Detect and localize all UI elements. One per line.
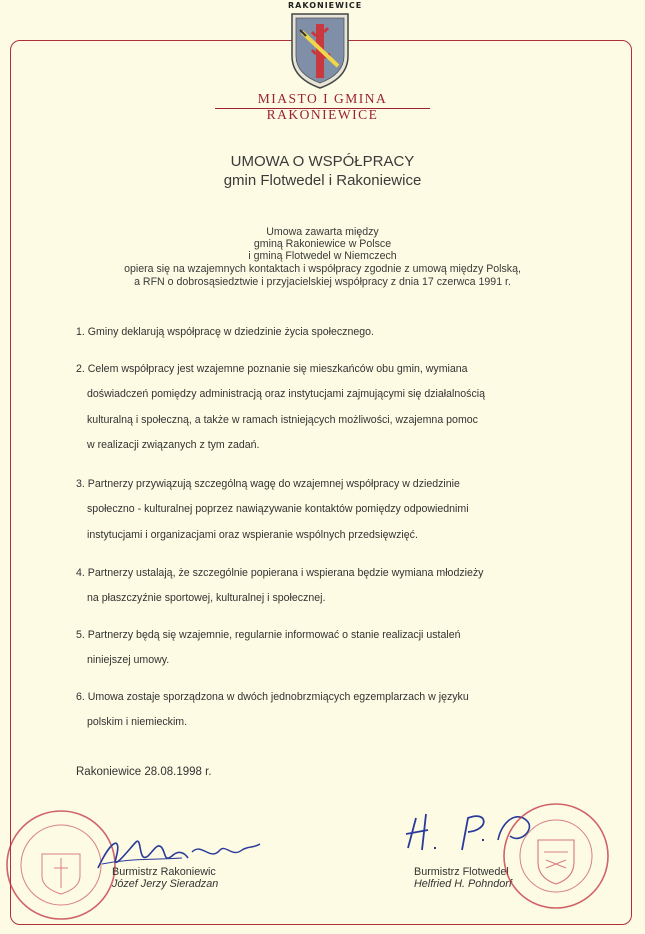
paragraph-line: 1. Gminy deklarują współpracę w dziedzinie życia społecznego. (76, 326, 374, 338)
crest-label: RAKONIEWICE (288, 1, 363, 10)
intro-line: gminą Rakoniewice w Polsce (253, 238, 392, 250)
intro-line: opiera się na wzajemnych kontaktach i współpracy zgodnie z umową między Polską, (124, 263, 521, 275)
paragraph-line: 4. Partnerzy ustalają, że szczególnie popierana i wspierana będzie wymiana młodzieży (76, 567, 484, 579)
paragraph-line: polskim i niemieckim. (87, 716, 188, 728)
paragraph-line: na płaszczyźnie sportowej, kulturalnej i społecznej. (87, 592, 326, 604)
paragraph-line: w realizacji związanych z tym zadań. (87, 439, 260, 451)
left-signatory-name: Józef Jerzy Sieradzan (112, 878, 219, 890)
agreement-title: UMOWA O WSPÓŁPRACY (230, 153, 415, 170)
town-name: MIASTO I GMINA RAKONIEWICE (257, 91, 388, 122)
intro-line: a RFN o dobrosąsiedztwie i przyjacielskiej współpracy z dnia 17 czerwca 1991 r. (134, 276, 511, 288)
left-signatory-role: Burmistrz Rakoniewic (112, 866, 216, 878)
coat-of-arms-icon (286, 10, 354, 90)
paragraph-line: 2. Celem współpracy jest wzajemne poznanie się mieszkańców obu gmin, wymiana (76, 363, 468, 375)
right-signatory-role: Burmistrz Flotwedel (414, 866, 509, 878)
right-signatory (414, 866, 512, 890)
right-signatory-name: Helfried H. Pohndorf (414, 878, 512, 890)
place-and-date: Rakoniewice 28.08.1998 r. (76, 766, 212, 778)
paragraph-line: 6. Umowa zostaje sporządzona w dwóch jednobrzmiących egzemplarzach w języku (76, 691, 469, 703)
paragraph-line: społeczno - kulturalnej poprzez nawiązywanie kontaktów pomiędzy odpowiednimi (87, 503, 469, 515)
paragraph-line: 3. Partnerzy przywiązują szczególną wagę do wzajemnej współpracy w dziedzinie (76, 478, 460, 490)
paragraph-line: kulturalną i społeczną, a także w ramach istniejących możliwości, wzajemna pomoc (87, 414, 478, 426)
paragraph-line: doświadczeń pomiędzy administracją oraz instytucjami zajmującymi się działalnością (87, 388, 486, 400)
paragraph-line: instytucjami i organizacjami oraz wspieranie wspólnych przedsięwzięć. (87, 529, 418, 541)
intro-line: i gminą Flotwedel w Niemczech (248, 250, 397, 262)
left-signatory (112, 866, 218, 890)
paragraph-line: 5. Partnerzy będą się wzajemnie, regularnie informować o stanie realizacji ustaleń (76, 629, 461, 641)
intro-line: Umowa zawarta między (266, 226, 379, 238)
town-name-underline (215, 108, 430, 109)
paragraph-line: niniejszej umowy. (87, 654, 170, 666)
agreement-subtitle: gmin Flotwedel i Rakoniewice (223, 172, 422, 189)
right-official-stamp-icon (500, 800, 612, 912)
